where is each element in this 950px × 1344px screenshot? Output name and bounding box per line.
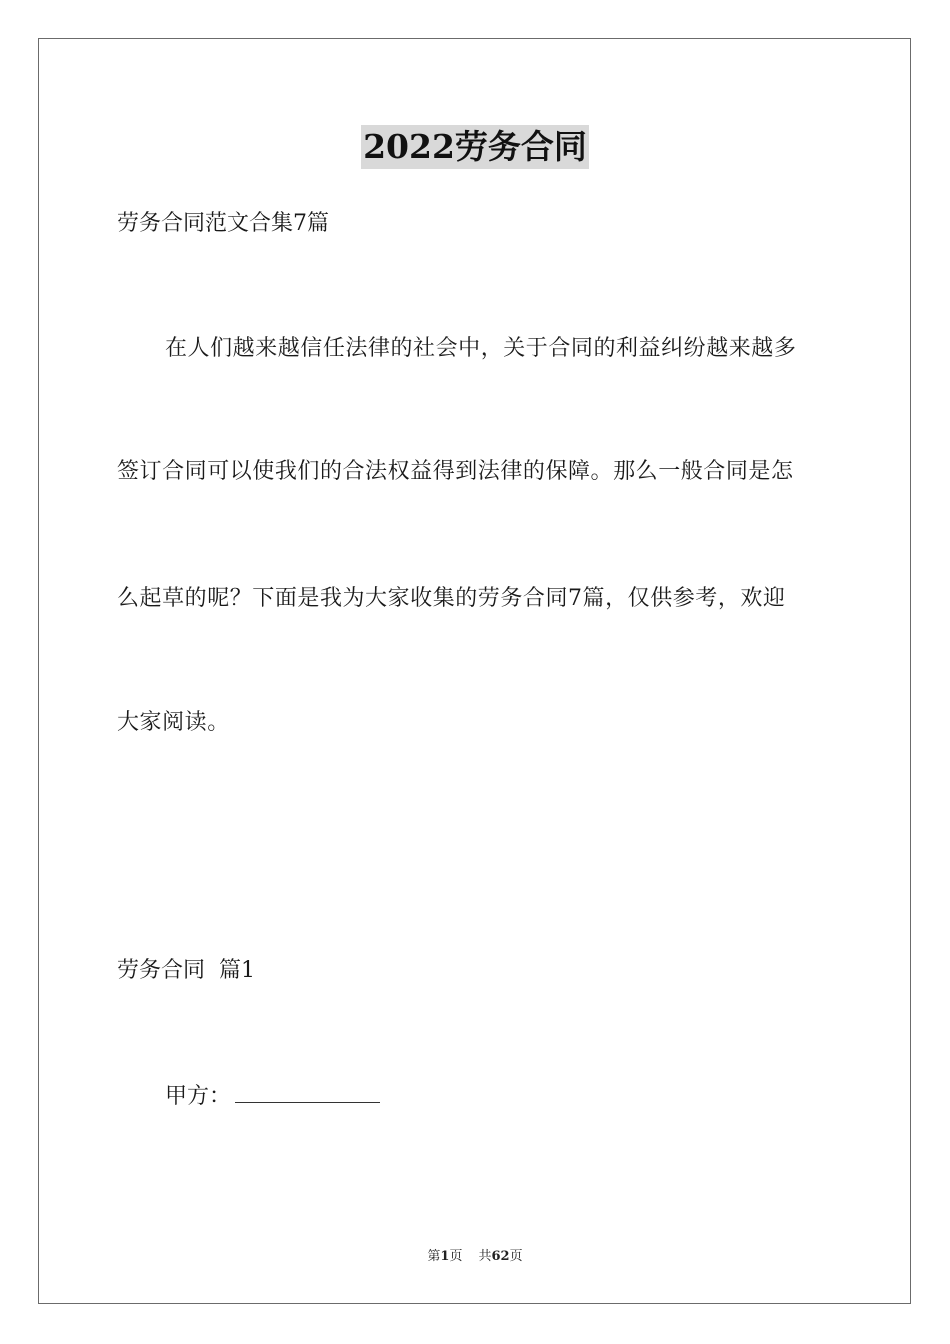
page-footer — [0, 1248, 950, 1266]
footer-page-suffix: 页 — [449, 1249, 463, 1264]
section-heading: 劳务合同 篇1 — [117, 958, 255, 983]
intro-line-4: 大家阅读。 — [117, 710, 230, 735]
document-title: 2022劳务合同 — [361, 125, 589, 169]
party-a-label: 甲方： — [165, 1084, 232, 1109]
party-a-row — [165, 1082, 380, 1112]
party-a-blank-line — [235, 1082, 380, 1103]
footer-page-total: 62 — [491, 1249, 510, 1264]
document-subtitle: 劳务合同范文合集7篇 — [117, 211, 329, 236]
footer-page-current: 1 — [440, 1249, 450, 1264]
footer-total-suffix: 页 — [509, 1249, 523, 1264]
intro-line-1: 在人们越来越信任法律的社会中，关于合同的利益纠纷越来越多 — [165, 336, 797, 361]
footer-page-prefix: 第 — [427, 1249, 441, 1264]
intro-line-2: 签订合同可以使我们的合法权益得到法律的保障。那么一般合同是怎 — [117, 459, 794, 484]
title-container — [0, 125, 950, 169]
intro-line-3: 么起草的呢？下面是我为大家收集的劳务合同7篇，仅供参考，欢迎 — [117, 586, 786, 611]
footer-total-prefix: 共 — [478, 1249, 492, 1264]
